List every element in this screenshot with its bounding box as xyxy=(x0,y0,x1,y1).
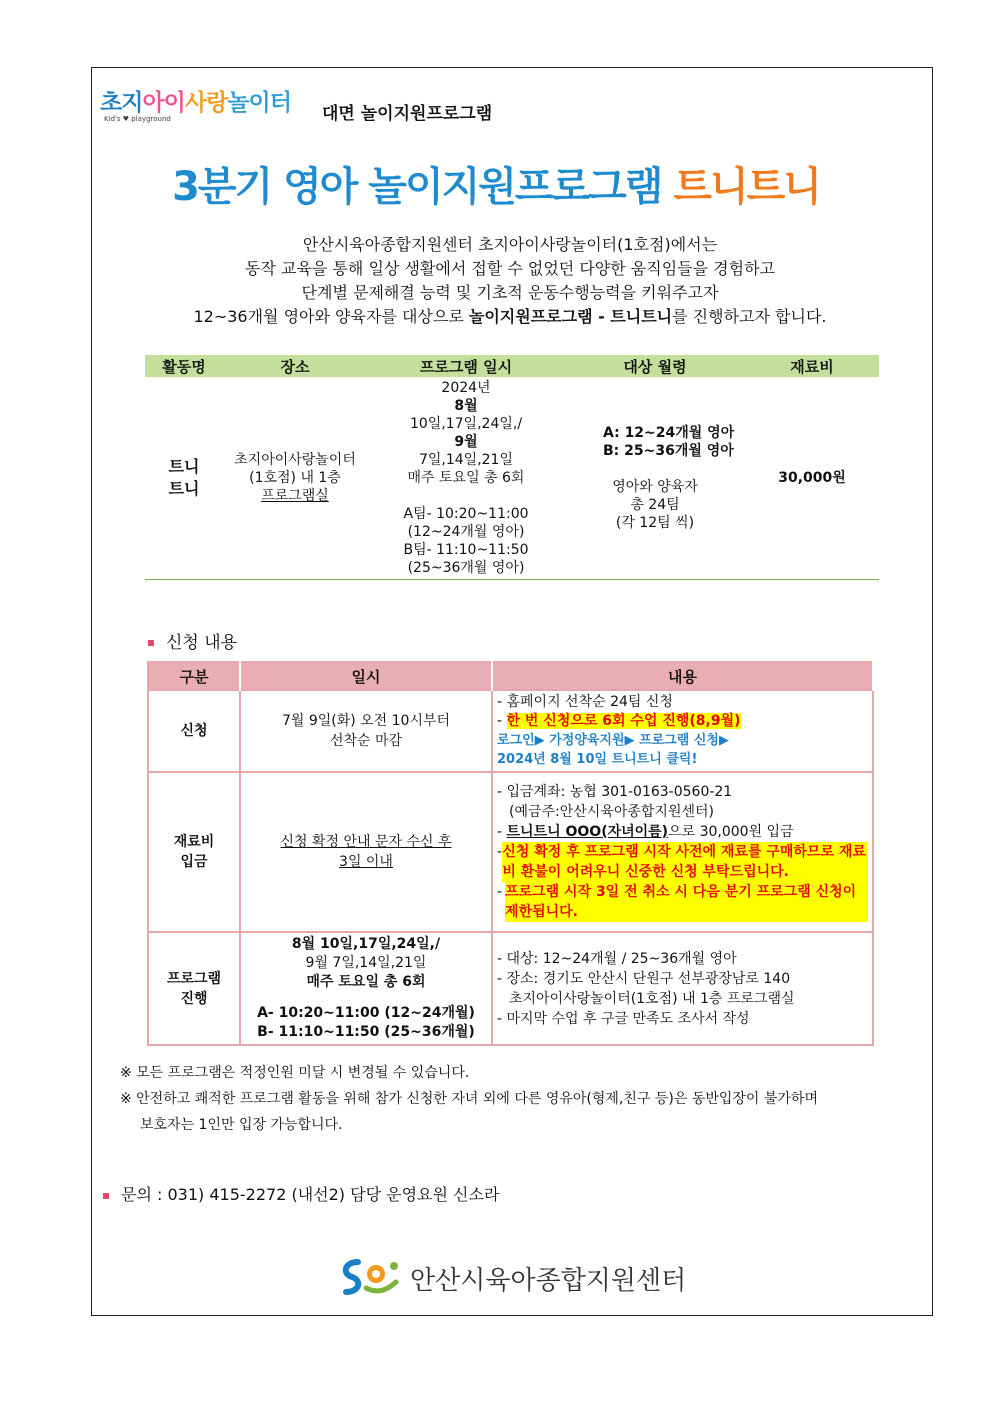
title-program: 트니트니 xyxy=(673,164,820,210)
col-header: 일시 xyxy=(240,662,492,690)
row-category: 재료비 입금 xyxy=(148,772,240,932)
logo-part-1: 초지 xyxy=(100,90,143,116)
intro-line: 동작 교육을 통해 일상 생활에서 접할 수 없었던 다양한 움직임들을 경험하고 xyxy=(245,259,775,278)
apply-path-link[interactable]: 로그인▶ 가정양육지원▶ 프로그램 신청▶ xyxy=(497,733,729,748)
row-content: - 입금계좌: 농협 301-0163-0560-21 (예금주:안산시육아종합지원센터) - 트니트니 OOO(자녀이름)으로 30,000원 입금 - 신청 확정 후 프로그램 시작 사전에 재료를 구매하므로 재료비 환불이 어려우니 신중한 신청 부탁드립니다. - 프로그램 시작 3일 전 취소 시 다음 분기 프로그램 신청이 제한됩니다. xyxy=(492,772,873,932)
col-header: 구분 xyxy=(148,662,240,690)
note: 보호자는 1인만 입장 가능합니다. xyxy=(140,1117,343,1133)
apply-table xyxy=(147,661,874,1046)
row-category: 신청 xyxy=(148,690,240,772)
col-header: 활동명 xyxy=(145,355,223,377)
notes xyxy=(120,1060,910,1138)
logo-part-4: 놀이터 xyxy=(227,90,291,116)
center-logo xyxy=(336,1256,716,1298)
col-header: 프로그램 일시 xyxy=(367,355,565,377)
row-date: 7월 9일(화) 오전 10시부터 선착순 마감 xyxy=(240,690,492,772)
intro-line: 12~36개월 영아와 양육자를 대상으로 놀이지원프로그램 - 트니트니를 진행하고자 합니다. xyxy=(193,307,827,326)
activity-target: A: 12~24개월 영아 B: 25~36개월 영아 영아와 양육자 총 24팀 (각 12팀 씩) xyxy=(565,377,745,580)
row-date: 신청 확정 안내 문자 수신 후 3일 이내 xyxy=(240,772,492,932)
logo-subtitle: Kid's ♥ playground xyxy=(104,115,171,123)
activity-name: 트니 트니 xyxy=(145,377,223,580)
row-content: - 홈페이지 선착순 24팀 신청 - 한 번 신청으로 6회 수업 진행(8,9월) 로그인▶ 가정양육지원▶ 프로그램 신청▶ 2024년 8월 10일 트니트니 클릭! xyxy=(492,690,873,772)
col-header: 내용 xyxy=(492,662,873,690)
row-date: 8월 10일,17일,24일,/ 9월 7일,14일,21일 매주 토요일 총 6회 A- 10:20~11:00 (12~24개월) B- 11:10~11:50 (25~36개월) xyxy=(240,932,492,1045)
activity-fee: 30,000원 xyxy=(745,377,879,580)
program-table xyxy=(145,355,879,580)
intro-line: 단계별 문제해결 능력 및 기초적 운동수행능력을 키워주고자 xyxy=(301,283,719,302)
col-header: 대상 월령 xyxy=(565,355,745,377)
intro-paragraph xyxy=(100,233,920,329)
page-title xyxy=(0,155,992,212)
center-name: 안산시육아종합지원센터 xyxy=(410,1266,687,1296)
note: ※ 안전하고 쾌적한 프로그램 활동을 위해 참가 신청한 자녀 외에 다른 영유아(형제,친구 등)은 동반입장이 불가하며 xyxy=(120,1091,818,1107)
center-logo-icon xyxy=(336,1256,406,1298)
col-header: 장소 xyxy=(223,355,367,377)
col-header: 재료비 xyxy=(745,355,879,377)
note: ※ 모든 프로그램은 적정인원 미달 시 변경될 수 있습니다. xyxy=(120,1065,470,1081)
activity-place: 초지아이사랑놀이터 (1호점) 내 1층 프로그램실 xyxy=(223,377,367,580)
contact-info: 문의 : 031) 415-2272 (내선2) 담당 운영요원 신소라 xyxy=(103,1182,499,1205)
row-content: - 대상: 12~24개월 / 25~36개월 영아 - 장소: 경기도 안산시 단원구 선부광장남로 140 초지아이사랑놀이터(1호점) 내 1층 프로그램실 - 마지막 수업 후 구글 만족도 조사서 작성 xyxy=(492,932,873,1045)
section-title: 신청 내용 xyxy=(148,628,237,653)
row-category: 프로그램 진행 xyxy=(148,932,240,1045)
playground-logo xyxy=(100,84,310,124)
logo-part-2: 아이 xyxy=(142,90,185,116)
intro-line: 안산시육아종합지원센터 초지아이사랑놀이터(1호점)에서는 xyxy=(302,235,718,254)
bullet-icon xyxy=(103,1193,109,1199)
title-main: 3분기 영아 놀이지원프로그램 xyxy=(172,164,674,210)
bullet-icon xyxy=(148,640,154,646)
header-label: 대면 놀이지원프로그램 xyxy=(322,104,493,124)
activity-schedule: 2024년 8월 10일,17일,24일,/ 9월 7일,14일,21일 매주 토요일 총 6회 A팀- 10:20~11:00 (12~24개월 영아) B팀- 11:10~11:50 (25~36개월 영아) xyxy=(367,377,565,580)
logo-part-3: 사랑 xyxy=(184,90,228,116)
